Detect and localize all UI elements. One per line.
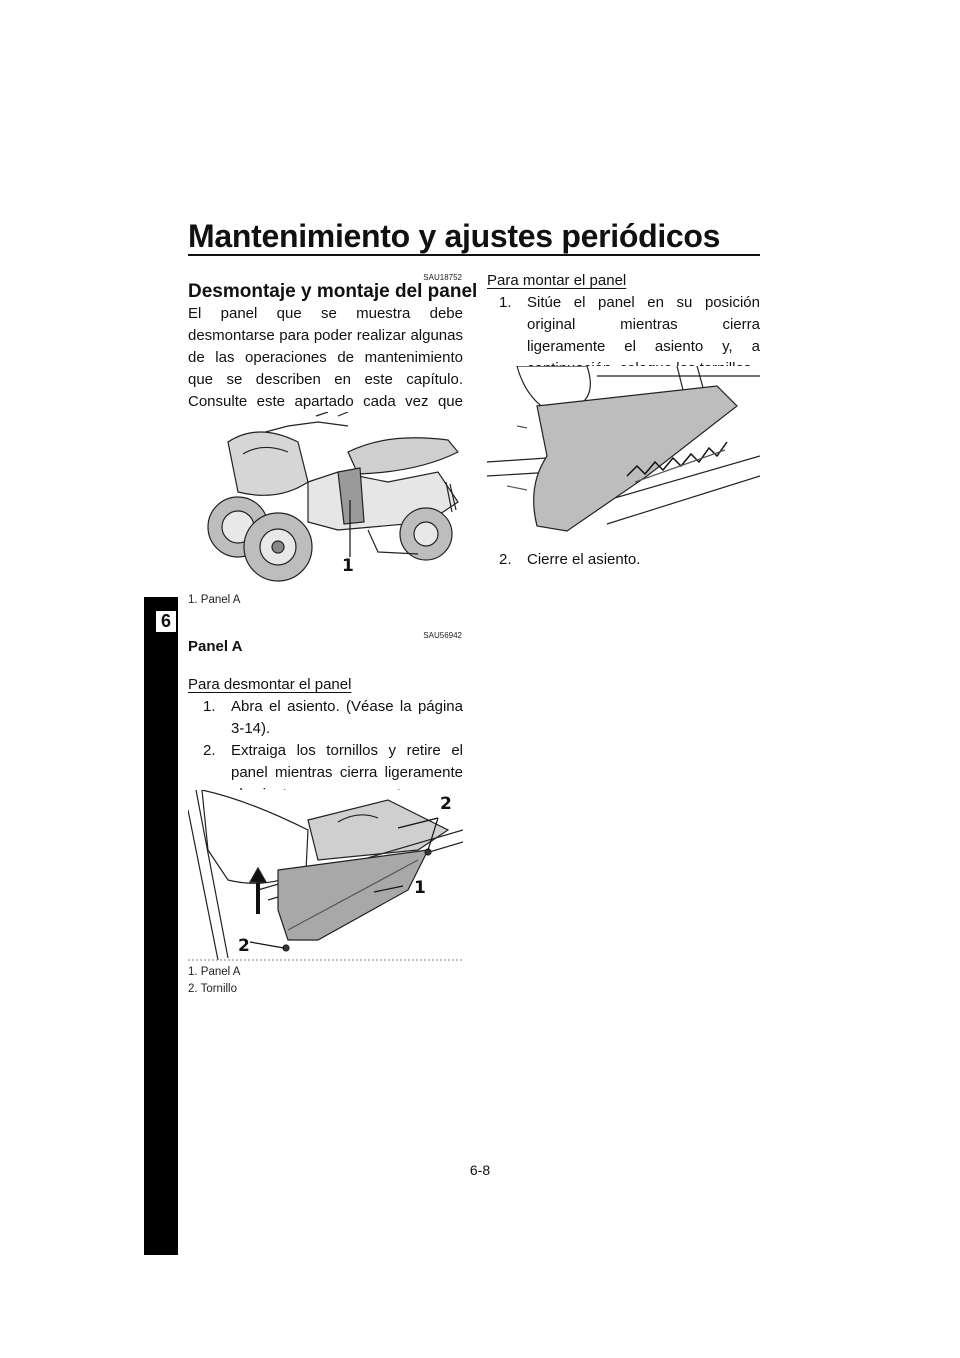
procedure-title: Para montar el panel [487,272,627,289]
chapter-tab [144,597,178,1255]
subheading: Panel A [188,638,243,655]
panel-removal-figure [188,790,463,962]
figure-callout: 1 [414,878,426,898]
procedure-title: Para desmontar el panel [188,676,352,693]
step-text: Abra el asiento. (Véase la página 3-14). [231,698,463,737]
title-rule [188,254,760,256]
figure-caption: 1. Panel A [188,966,241,978]
list-item [203,696,463,740]
figure-callout: 2 [238,936,250,956]
reference-code: SAU56942 [423,631,462,640]
page-title: Mantenimiento y ajustes periódicos [188,218,721,254]
figure-caption: 2. Tornillo [188,983,238,995]
figure-caption: 1. Panel A [188,594,241,606]
intro-paragraph: El panel que se muestra debe desmontarse para poder realizar algunas de las operaciones de mantenimiento que se describen en este capítulo. Consulte este apartado cada vez que [188,305,463,410]
section-heading: Desmontaje y montaje del panel [188,281,478,302]
figure-callout: 2 [440,794,452,814]
step-number: 1. [203,698,216,715]
step-text: Sitúe el panel en su posición original mientras cierra ligeramente el asiento y, a [527,294,760,355]
panel-removal-illustration [188,790,463,962]
step-text: Cierre el asiento. [527,551,641,568]
reference-code: SAU18752 [423,273,462,282]
step-number: 2. [203,742,216,759]
figure-callout: 1 [342,556,354,576]
step-text: Extraiga los tornillos y retire el panel mientras cierra ligeramente [231,742,463,781]
list-item [499,549,760,571]
scooter-panel-figure [188,412,463,590]
step-number: 1. [499,294,512,311]
panel-installation-illustration [487,366,760,536]
chapter-number: 6 [156,611,176,632]
step-number: 2. [499,551,512,568]
scooter-illustration [188,412,463,590]
page-number: 6-8 [469,1162,491,1178]
panel-installation-figure [487,366,760,536]
